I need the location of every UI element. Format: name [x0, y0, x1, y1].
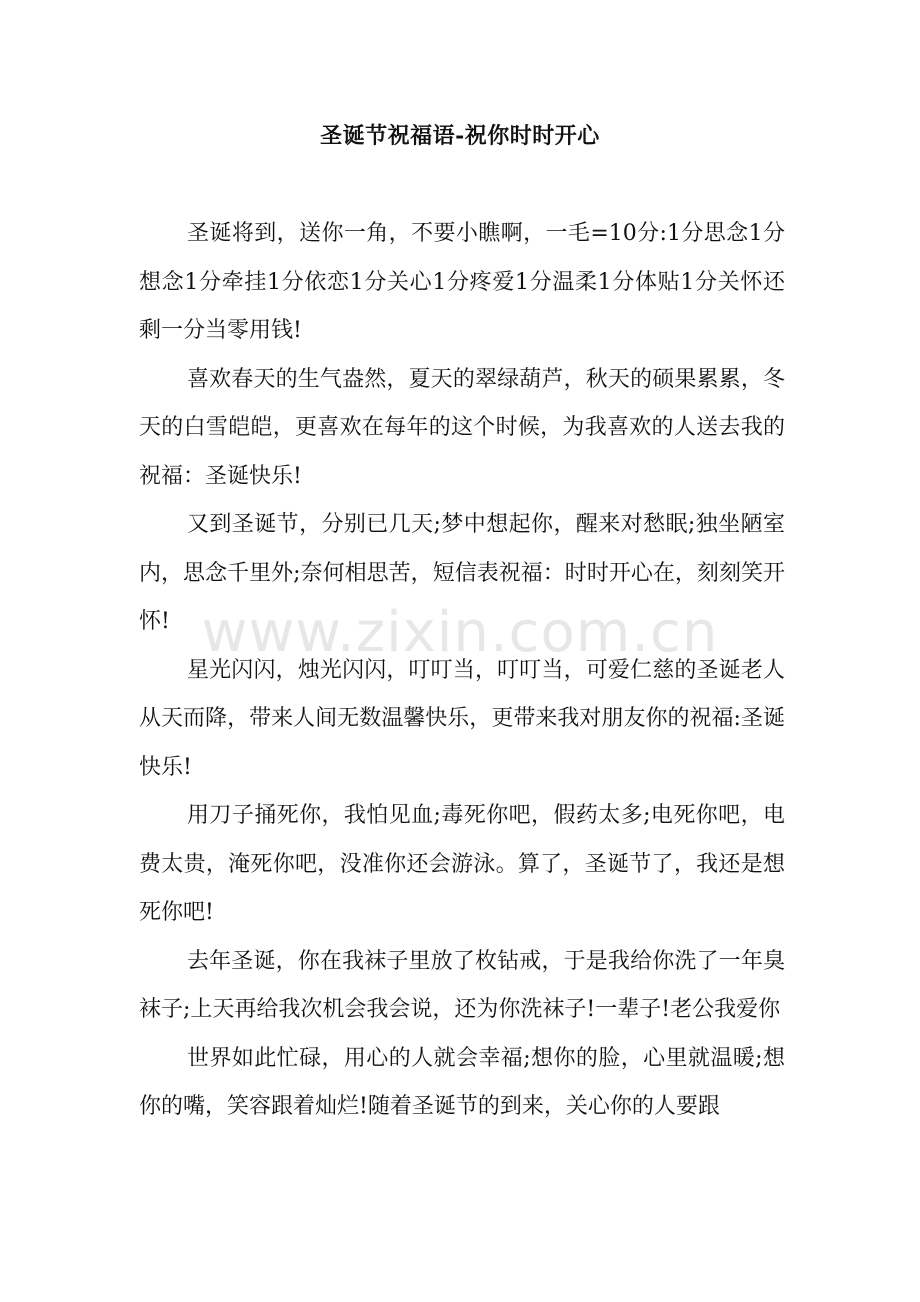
paragraph: 圣诞将到，送你一角，不要小瞧啊，一毛=10分:1分思念1分想念1分牵挂1分依恋1分关心1分疼爱1分温柔1分体贴1分关怀还剩一分当零用钱!: [139, 221, 785, 343]
paragraph: 喜欢春天的生气盎然，夏天的翠绿葫芦，秋天的硕果累累，冬天的白雪皑皑，更喜欢在每年的这个时候，为我喜欢的人送去我的祝福：圣诞快乐!: [139, 366, 785, 489]
paragraph: 世界如此忙碌，用心的人就会幸福;想你的脸，心里就温暖;想你的嘴，笑容跟着灿烂!随着圣诞节的到来，关心你的人要跟: [139, 1045, 785, 1119]
paragraph: 用刀子捅死你，我怕见血;毒死你吧，假药太多;电死你吧，电费太贵，淹死你吧，没准你还会游泳。算了，圣诞节了，我还是想死你吧!: [139, 803, 785, 925]
document-title: 圣诞节祝福语-祝你时时开心: [320, 123, 600, 149]
paragraph: 又到圣诞节，分别已几天;梦中想起你，醒来对愁眠;独坐陋室内，思念千里外;奈何相思苦，短信表祝福：时时开心在，刻刻笑开怀!: [139, 512, 785, 634]
watermark: www.zixin.com.cn: [201, 600, 719, 665]
paragraph: 星光闪闪，烛光闪闪，叮叮当，叮叮当，可爱仁慈的圣诞老人从天而降，带来人间无数温馨快乐，更带来我对朋友你的祝福:圣诞快乐!: [139, 657, 785, 780]
paragraph: 去年圣诞，你在我袜子里放了枚钻戒，于是我给你洗了一年臭袜子;上天再给我次机会我会说，还为你洗袜子!一辈子!老公我爱你: [139, 948, 785, 1022]
document-body: [139, 210, 785, 1132]
